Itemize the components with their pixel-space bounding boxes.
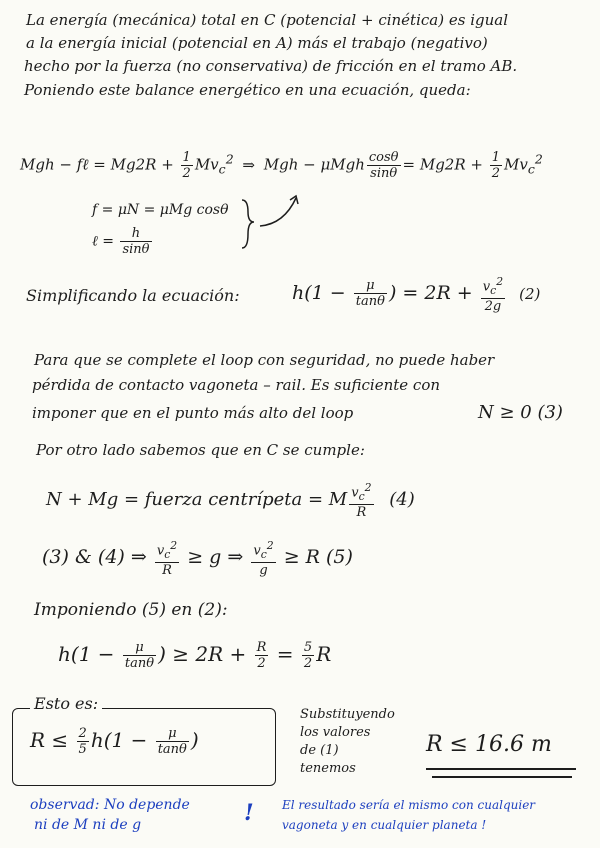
intro-line-3: hecho por la fuerza (no conservativa) de fricción en el tramo AB.	[24, 57, 518, 75]
brace-arrow-icon	[238, 192, 318, 262]
condition-3: N ≥ 0 (3)	[478, 402, 563, 423]
impose-label: Imponiendo (5) en (2):	[34, 600, 228, 620]
substitution-line-1: Substituyendo	[300, 707, 395, 722]
loop-line-4: Por otro lado sabemos que en C se cumple:	[36, 441, 365, 459]
result-underline-1	[426, 768, 576, 770]
substitution-line-4: tenemos	[300, 761, 356, 776]
implies-arrow: ⇒	[242, 155, 255, 174]
equation-tag-2: (2)	[519, 284, 541, 303]
numeric-result: R ≤ 16.6 m	[426, 732, 552, 757]
condition-equation-5: (3) & (4) ⇒ $\frac{v_c^2}{R}$ ≥ g ⇒ $\frac{v_c^2}{g}$ ≥ R (5)	[42, 539, 353, 578]
simplify-label: Simplificando la ecuación:	[26, 286, 240, 305]
imposed-inequality: h(1 − $\frac{\mu}{\tan\theta}$ ) ≥ 2R + $\frac{R}{2}$ = $\frac{5}{2}$ R	[58, 640, 332, 671]
result-label: Esto es:	[30, 694, 102, 714]
exclamation-mark: !	[244, 800, 254, 826]
loop-line-2: pérdida de contacto vagoneta – rail. Es suficiente con	[32, 376, 441, 394]
substitution-line-2: los valores	[300, 725, 371, 740]
substitution-line-3: de (1)	[300, 743, 339, 758]
energy-equation: Mgh − fℓ = Mg2R + $\frac{1}{2}$ $Mv_c^2$ ⇒ Mgh − μMgh $\frac{\cos\theta}{\sin\theta}$ = Mg2R + $\frac{1}{2}$ $Mv_c^2$	[20, 150, 543, 181]
simplified-equation: h(1 − $\frac{\mu}{\tan\theta}$ ) = 2R + $\frac{v_c^2}{2g}$ (2)	[292, 275, 541, 314]
result-inequality: R ≤ $\frac{2}{5}$ h(1 − $\frac{\mu}{\tan\theta}$ )	[30, 726, 199, 757]
note-2-line-2: vagoneta y en cualquier planeta !	[282, 818, 487, 832]
friction-definition: f = μN = μMg cosθ	[92, 202, 229, 218]
loop-line-1: Para que se complete el loop con seguridad, no puede haber	[34, 351, 495, 369]
centripetal-equation: N + Mg = fuerza centrípeta = M $\frac{v_c^2}{R}$ (4)	[46, 481, 415, 520]
equation-tag-4: (4)	[389, 488, 415, 510]
intro-line-2: a la energía inicial (potencial en A) más el trabajo (negativo)	[26, 34, 488, 52]
loop-line-3: imponer que en el punto más alto del loop	[32, 404, 354, 422]
result-underline-2	[432, 776, 572, 778]
note-1-line-1: observad: No depende	[30, 797, 190, 813]
note-1-line-2: ni de M ni de g	[34, 817, 142, 833]
note-2-line-1: El resultado sería el mismo con cualquier	[282, 798, 536, 812]
intro-line-1: La energía (mecánica) total en C (potencial + cinética) es igual	[26, 11, 508, 29]
length-definition: ℓ = $\frac{h}{\sin\theta}$	[92, 226, 150, 257]
intro-line-4: Poniendo este balance energético en una ecuación, queda:	[24, 81, 471, 99]
